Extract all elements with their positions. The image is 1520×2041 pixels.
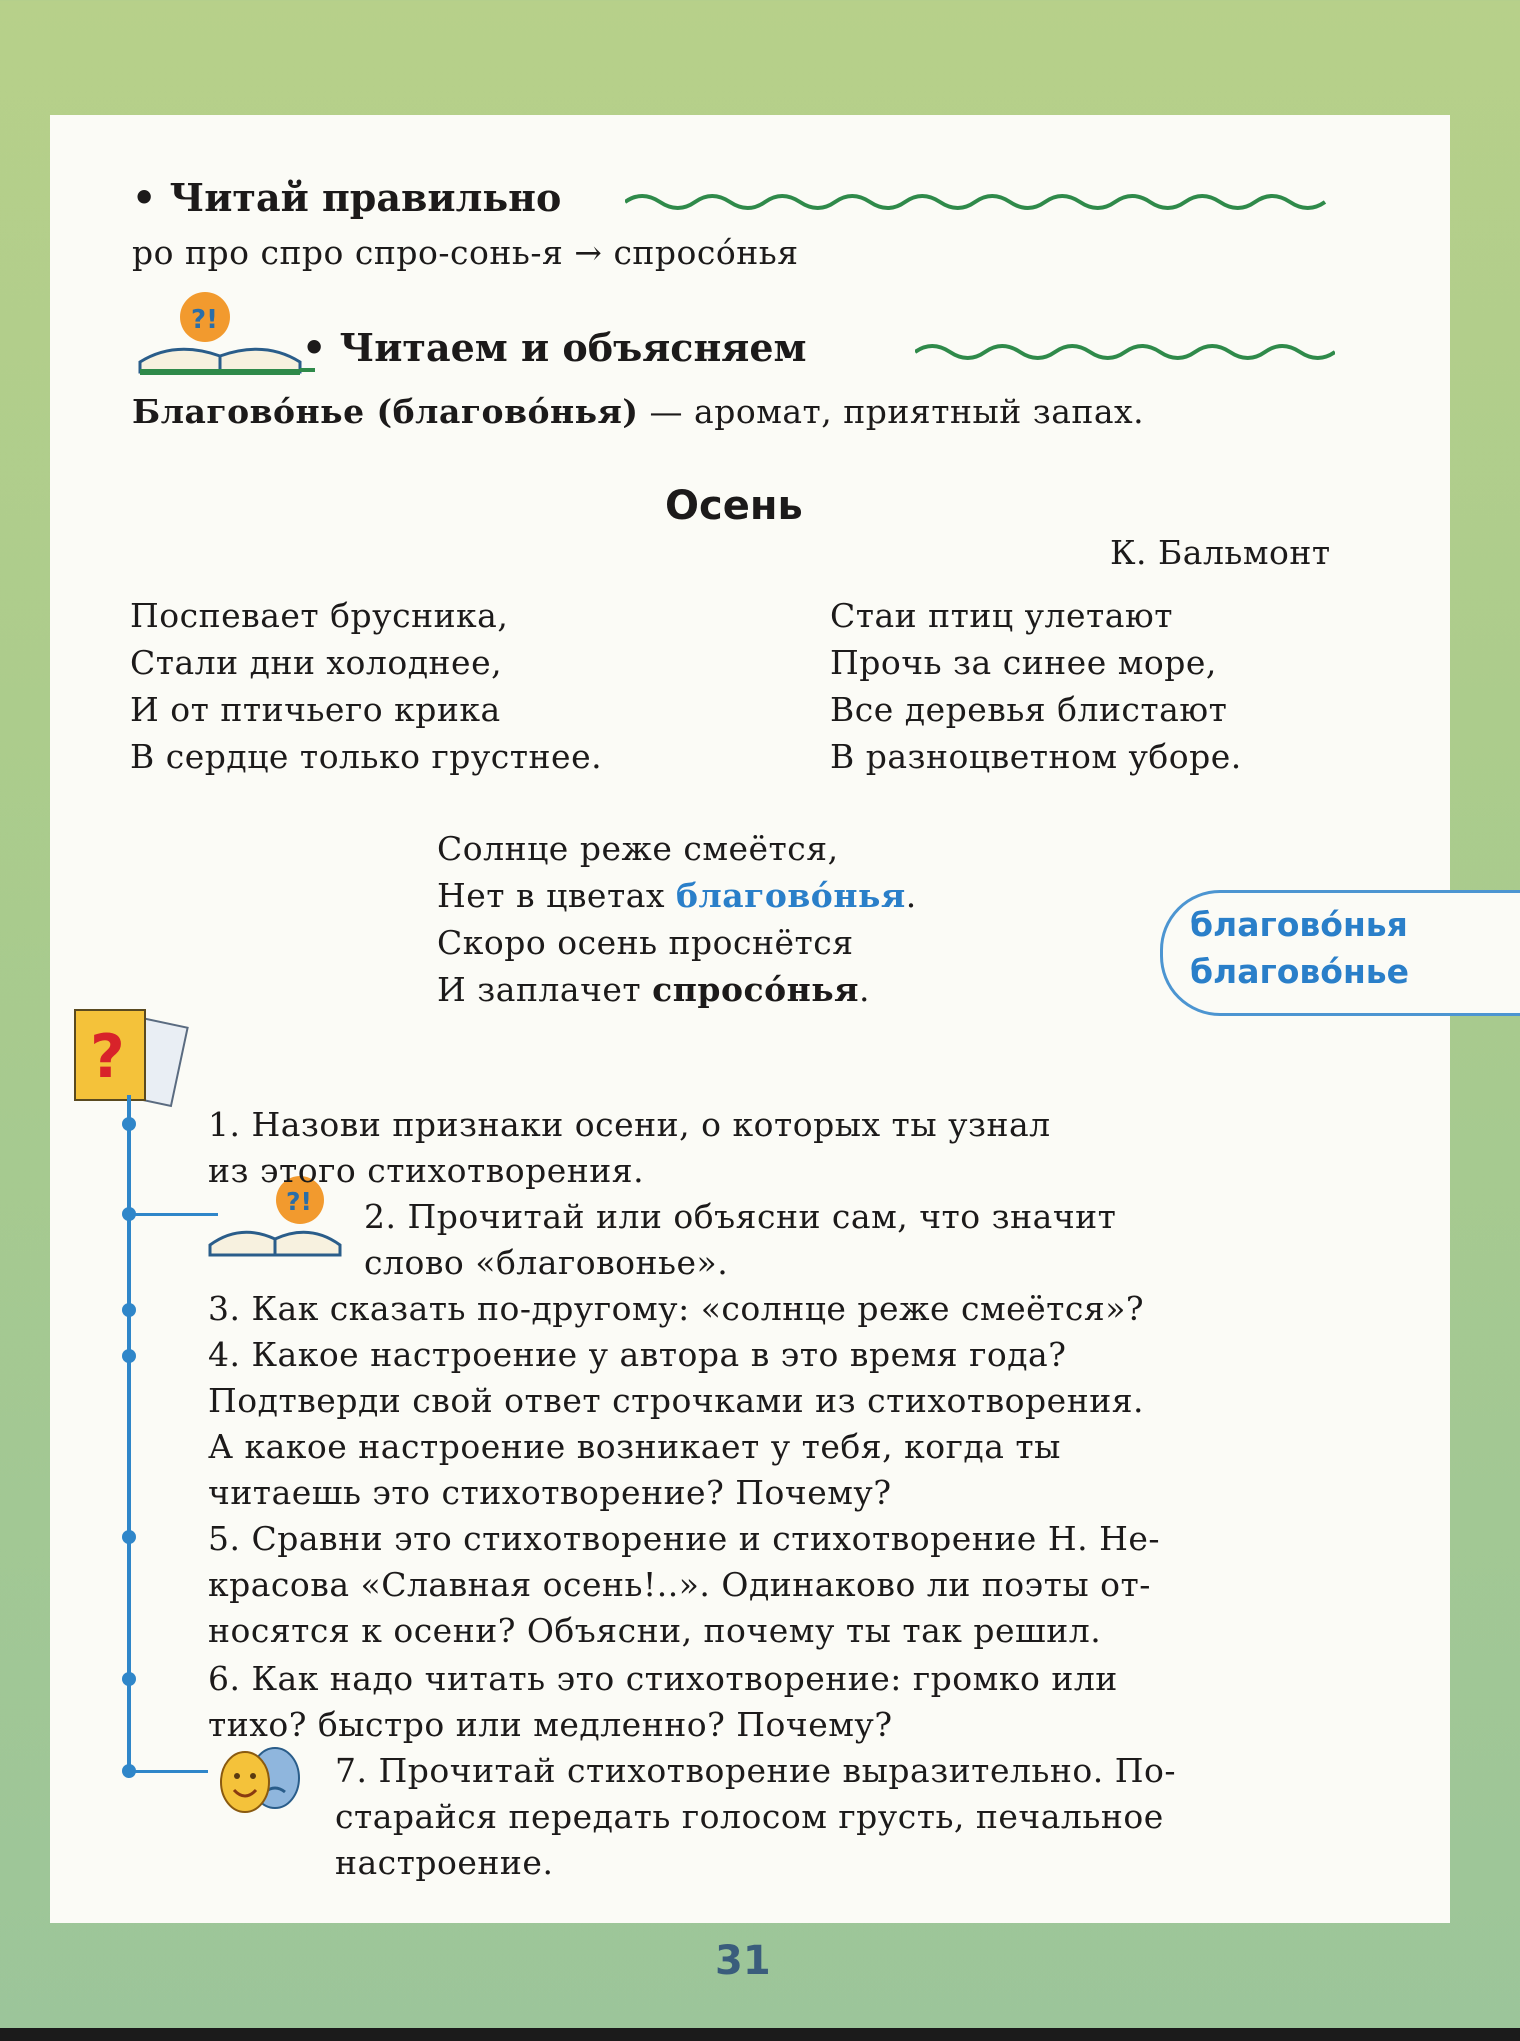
wavy-underline bbox=[915, 340, 1335, 364]
question-2: 2. Прочитай или объясни сам, что значит слово «благовонье». bbox=[364, 1197, 1117, 1282]
poem-line: Стаи птиц улетают bbox=[830, 596, 1173, 635]
question-5: 5. Сравни это стихотворение и стихотворение Н. Не- красова «Славная осень!..». Одинаково ли поэты от- носятся к осени? Объясни, почему ты так решил. bbox=[208, 1519, 1161, 1650]
poem-author: К. Бальмонт bbox=[1110, 533, 1331, 572]
question-timeline bbox=[127, 1095, 131, 1771]
bold-word: спросóнья bbox=[652, 970, 860, 1009]
svg-text:?!: ?! bbox=[191, 305, 218, 335]
bullet: • bbox=[132, 175, 157, 220]
open-book-icon bbox=[135, 290, 315, 380]
question-3: 3. Как сказать по-другому: «солнце реже смеётся»? bbox=[208, 1289, 1145, 1328]
stanza-2 bbox=[830, 592, 1242, 780]
question-6: 6. Как надо читать это стихотворение: громко или тихо? быстро или медленно? Почему? bbox=[208, 1659, 1118, 1744]
poem-line: Стали дни холоднее, bbox=[130, 643, 503, 682]
timeline-branch bbox=[128, 1770, 208, 1773]
scan-edge bbox=[0, 2028, 1520, 2041]
poem-line: Поспевает брусника, bbox=[130, 596, 509, 635]
definition bbox=[132, 392, 1144, 431]
stanza-3 bbox=[437, 825, 917, 1013]
definition-term: Благовóнье (благовóнья) bbox=[132, 392, 639, 431]
definition-text: — аромат, приятный запах. bbox=[638, 392, 1145, 431]
read-correctly-heading bbox=[132, 175, 561, 220]
read-explain-heading: • Читаем и объясняем bbox=[302, 325, 807, 370]
timeline-dot bbox=[122, 1303, 136, 1317]
poem-line: В разноцветном уборе. bbox=[830, 737, 1242, 776]
page-number: 31 bbox=[715, 1938, 771, 1984]
poem-title: Осень bbox=[665, 483, 803, 529]
poem-line: Нет в цветах благовóнья. bbox=[437, 876, 917, 915]
question-1: 1. Назови признаки осени, о которых ты узнал из этого стихотворения. bbox=[208, 1105, 1051, 1190]
theater-masks-icon bbox=[210, 1740, 310, 1820]
svg-text:?!: ?! bbox=[286, 1187, 312, 1216]
timeline-dot bbox=[122, 1672, 136, 1686]
poem-line: И от птичьего крика bbox=[130, 690, 501, 729]
highlighted-word: благовóнья bbox=[675, 876, 906, 915]
heading-text: Читай правильно bbox=[169, 175, 562, 220]
poem-line: Скоро осень проснётся bbox=[437, 923, 854, 962]
timeline-dot bbox=[122, 1117, 136, 1131]
poem-line: Все деревья блистают bbox=[830, 690, 1228, 729]
syllable-drill: ро про спро спро-сонь-я → спросóнья bbox=[132, 233, 799, 272]
timeline-dot bbox=[122, 1349, 136, 1363]
poem-line: Солнце реже смеётся, bbox=[437, 829, 839, 868]
side-note-word-2: благовóнье bbox=[1190, 952, 1409, 991]
poem-line: Прочь за синее море, bbox=[830, 643, 1217, 682]
wavy-underline bbox=[625, 190, 1335, 214]
timeline-dot bbox=[122, 1530, 136, 1544]
question-7: 7. Прочитай стихотворение выразительно. По- старайся передать голосом грусть, печальное настроение. bbox=[335, 1751, 1177, 1882]
poem-line: И заплачет спросóнья. bbox=[437, 970, 871, 1009]
question-4: 4. Какое настроение у автора в это время года? Подтверди свой ответ строчками из стихотворения. А какое настроение возникает у тебя, когда ты читаешь это стихотворение? Почему? bbox=[208, 1335, 1144, 1512]
side-note-word-1: благовóнья bbox=[1190, 905, 1408, 944]
stanza-1 bbox=[130, 592, 602, 780]
poem-line: В сердце только грустнее. bbox=[130, 737, 603, 776]
svg-text:?: ? bbox=[90, 1022, 125, 1092]
